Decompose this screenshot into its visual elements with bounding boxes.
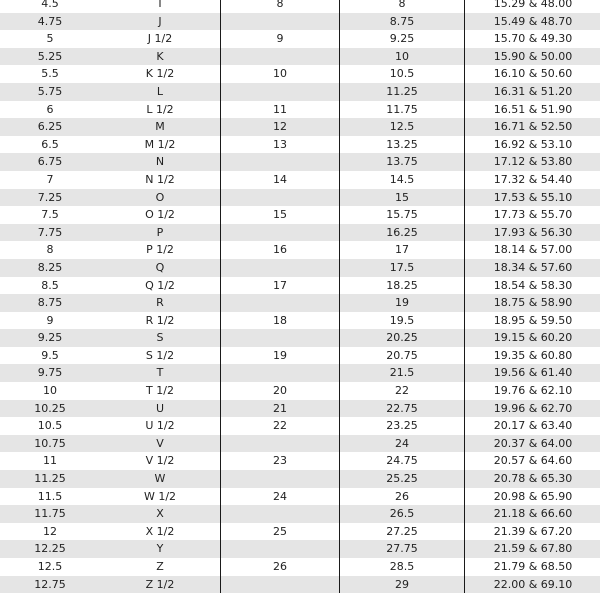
table-row xyxy=(0,13,600,31)
diameter-circumference-cell: 18.14 & 57.00 xyxy=(465,241,600,259)
table-row xyxy=(0,136,600,154)
eu-size-cell xyxy=(221,189,340,207)
table-row xyxy=(0,153,600,171)
diameter-circumference-cell: 21.59 & 67.80 xyxy=(465,540,600,558)
jp-size-cell: 8.75 xyxy=(340,13,465,31)
jp-size-cell: 26.5 xyxy=(340,505,465,523)
us-size-cell: 10.75 xyxy=(0,435,100,453)
eu-size-cell xyxy=(221,83,340,101)
us-size-cell: 6.5 xyxy=(41,137,59,151)
eu-size-cell xyxy=(221,470,340,488)
diameter-circumference-cell: 15.90 & 50.00 xyxy=(465,48,600,66)
table-row xyxy=(0,224,600,242)
table-row xyxy=(0,206,600,224)
table-row xyxy=(0,65,600,83)
uk-size-cell: T 1/2 xyxy=(146,384,174,398)
uk-size-cell: S xyxy=(100,329,221,347)
us-size-cell: 7.5 xyxy=(41,208,59,222)
uk-size-cell: V xyxy=(100,435,221,453)
jp-size-cell: 12.5 xyxy=(340,118,465,136)
diameter-circumference-cell: 15.70 & 49.30 xyxy=(465,30,600,48)
jp-size-cell: 9.25 xyxy=(340,30,465,48)
eu-size-cell xyxy=(221,576,340,594)
us-size-cell: 9.5 xyxy=(41,348,59,362)
uk-size-cell: J 1/2 xyxy=(147,32,173,46)
us-size-cell: 5.5 xyxy=(41,67,59,81)
jp-size-cell: 22 xyxy=(340,382,465,400)
eu-size-cell: 14 xyxy=(221,171,340,189)
jp-size-cell: 20.75 xyxy=(340,347,465,365)
diameter-circumference-cell: 21.18 & 66.60 xyxy=(465,505,600,523)
us-size-cell: 6.25 xyxy=(0,118,100,136)
us-size-cell: 5 xyxy=(46,32,54,46)
uk-size-cell: O xyxy=(100,189,221,207)
us-size-cell: 7 xyxy=(46,172,54,186)
jp-size-cell: 22.75 xyxy=(340,400,465,418)
us-size-cell: 7.75 xyxy=(0,224,100,242)
jp-size-cell: 14.5 xyxy=(340,171,465,189)
eu-size-cell: 19 xyxy=(221,347,340,365)
diameter-circumference-cell: 22.00 & 69.10 xyxy=(465,576,600,594)
uk-size-cell: Y xyxy=(100,540,221,558)
uk-size-cell: L xyxy=(100,83,221,101)
jp-size-cell: 17.5 xyxy=(340,259,465,277)
eu-size-cell: 24 xyxy=(221,488,340,506)
us-size-cell: 11.75 xyxy=(0,505,100,523)
uk-size-cell: I xyxy=(158,0,162,10)
us-size-cell: 6.75 xyxy=(0,153,100,171)
diameter-circumference-cell: 16.31 & 51.20 xyxy=(465,83,600,101)
table-row xyxy=(0,470,600,488)
diameter-circumference-cell: 17.12 & 53.80 xyxy=(465,153,600,171)
us-size-cell: 9.75 xyxy=(0,364,100,382)
table-row xyxy=(0,576,600,594)
eu-size-cell: 23 xyxy=(221,452,340,470)
uk-size-cell: S 1/2 xyxy=(145,348,175,362)
table-row xyxy=(0,30,600,48)
eu-size-cell xyxy=(221,153,340,171)
jp-size-cell: 11.75 xyxy=(340,101,465,119)
uk-size-cell: X xyxy=(100,505,221,523)
us-size-cell: 10 xyxy=(43,384,57,398)
uk-size-cell: L 1/2 xyxy=(146,102,174,116)
table-row xyxy=(0,435,600,453)
diameter-circumference-cell: 16.51 & 51.90 xyxy=(465,101,600,119)
uk-size-cell: J xyxy=(100,13,221,31)
jp-size-cell: 11.25 xyxy=(340,83,465,101)
diameter-circumference-cell: 18.34 & 57.60 xyxy=(465,259,600,277)
jp-size-cell: 24.75 xyxy=(340,452,465,470)
diameter-circumference-cell: 19.15 & 60.20 xyxy=(465,329,600,347)
jp-size-cell: 13.25 xyxy=(340,136,465,154)
eu-size-cell: 18 xyxy=(221,312,340,330)
us-size-cell: 12.25 xyxy=(0,540,100,558)
eu-size-cell xyxy=(221,329,340,347)
us-size-cell: 11 xyxy=(43,454,57,468)
diameter-circumference-cell: 18.75 & 58.90 xyxy=(465,294,600,312)
jp-size-cell: 10 xyxy=(340,48,465,66)
diameter-circumference-cell: 16.10 & 50.60 xyxy=(465,65,600,83)
jp-size-cell: 19.5 xyxy=(340,312,465,330)
table-row xyxy=(0,452,600,470)
table-row xyxy=(0,347,600,365)
us-size-cell: 5.75 xyxy=(0,83,100,101)
uk-size-cell: N 1/2 xyxy=(145,172,175,186)
table-row xyxy=(0,417,600,435)
eu-size-cell: 26 xyxy=(221,558,340,576)
jp-size-cell: 15 xyxy=(340,189,465,207)
table-row xyxy=(0,312,600,330)
table-row xyxy=(0,540,600,558)
diameter-circumference-cell: 21.79 & 68.50 xyxy=(465,558,600,576)
us-size-cell: 12.75 xyxy=(0,576,100,594)
table-row xyxy=(0,171,600,189)
eu-size-cell: 17 xyxy=(221,277,340,295)
table-row xyxy=(0,488,600,506)
eu-size-cell xyxy=(221,13,340,31)
eu-size-cell: 21 xyxy=(221,400,340,418)
table-row xyxy=(0,83,600,101)
jp-size-cell: 15.75 xyxy=(340,206,465,224)
diameter-circumference-cell: 20.37 & 64.00 xyxy=(465,435,600,453)
diameter-circumference-cell: 19.56 & 61.40 xyxy=(465,364,600,382)
jp-size-cell: 18.25 xyxy=(340,277,465,295)
eu-size-cell xyxy=(221,505,340,523)
diameter-circumference-cell: 20.17 & 63.40 xyxy=(465,417,600,435)
uk-size-cell: R 1/2 xyxy=(145,313,175,327)
diameter-circumference-cell: 16.92 & 53.10 xyxy=(465,136,600,154)
table-row xyxy=(0,505,600,523)
eu-size-cell xyxy=(221,259,340,277)
diameter-circumference-cell: 19.35 & 60.80 xyxy=(465,347,600,365)
uk-size-cell: O 1/2 xyxy=(145,208,175,222)
diameter-circumference-cell: 19.76 & 62.10 xyxy=(465,382,600,400)
table-row xyxy=(0,329,600,347)
diameter-circumference-cell: 21.39 & 67.20 xyxy=(465,523,600,541)
us-size-cell: 9.25 xyxy=(0,329,100,347)
table-row xyxy=(0,364,600,382)
uk-size-cell: P xyxy=(100,224,221,242)
uk-size-cell: Z xyxy=(156,560,164,573)
eu-size-cell xyxy=(221,364,340,382)
jp-size-cell: 25.25 xyxy=(340,470,465,488)
table-row xyxy=(0,189,600,207)
us-size-cell: 12 xyxy=(43,524,57,538)
jp-size-cell: 20.25 xyxy=(340,329,465,347)
eu-size-cell: 12 xyxy=(221,118,340,136)
table-row xyxy=(0,277,600,295)
jp-size-cell: 13.75 xyxy=(340,153,465,171)
jp-size-cell: 21.5 xyxy=(340,364,465,382)
jp-size-cell: 10.5 xyxy=(340,65,465,83)
us-size-cell: 8.5 xyxy=(41,278,59,292)
uk-size-cell: Z 1/2 xyxy=(100,576,221,594)
uk-size-cell: K xyxy=(100,48,221,66)
uk-size-cell: K 1/2 xyxy=(145,67,175,81)
jp-size-cell: 27.25 xyxy=(340,523,465,541)
table-row xyxy=(0,558,600,576)
eu-size-cell xyxy=(221,540,340,558)
diameter-circumference-cell: 15.29 & 48.00 xyxy=(465,0,600,13)
table-row xyxy=(0,523,600,541)
uk-size-cell: R xyxy=(100,294,221,312)
us-size-cell: 10.5 xyxy=(37,419,63,433)
diameter-circumference-cell: 17.93 & 56.30 xyxy=(465,224,600,242)
us-size-cell: 7.25 xyxy=(0,189,100,207)
jp-size-cell: 16.25 xyxy=(340,224,465,242)
uk-size-cell: X 1/2 xyxy=(145,524,175,538)
eu-size-cell: 11 xyxy=(221,101,340,119)
uk-size-cell: T xyxy=(100,364,221,382)
eu-size-cell xyxy=(221,435,340,453)
eu-size-cell: 10 xyxy=(221,65,340,83)
us-size-cell: 10.25 xyxy=(0,400,100,418)
eu-size-cell: 20 xyxy=(221,382,340,400)
eu-size-cell xyxy=(221,224,340,242)
jp-size-cell: 28.5 xyxy=(340,558,465,576)
table-row xyxy=(0,259,600,277)
table-row xyxy=(0,101,600,119)
uk-size-cell: U 1/2 xyxy=(145,419,175,433)
jp-size-cell: 29 xyxy=(340,576,465,594)
diameter-circumference-cell: 17.53 & 55.10 xyxy=(465,189,600,207)
eu-size-cell: 15 xyxy=(221,206,340,224)
eu-size-cell: 22 xyxy=(221,417,340,435)
jp-size-cell: 23.25 xyxy=(340,417,465,435)
uk-size-cell: W 1/2 xyxy=(143,489,177,503)
jp-size-cell: 24 xyxy=(340,435,465,453)
jp-size-cell: 27.75 xyxy=(340,540,465,558)
diameter-circumference-cell: 15.49 & 48.70 xyxy=(465,13,600,31)
us-size-cell: 4.75 xyxy=(0,13,100,31)
jp-size-cell: 19 xyxy=(340,294,465,312)
uk-size-cell: M xyxy=(100,118,221,136)
table-row xyxy=(0,0,600,13)
eu-size-cell xyxy=(221,48,340,66)
diameter-circumference-cell: 19.96 & 62.70 xyxy=(465,400,600,418)
jp-size-cell: 8 xyxy=(340,0,465,13)
uk-size-cell: M 1/2 xyxy=(144,137,176,151)
us-size-cell: 9 xyxy=(46,313,54,327)
diameter-circumference-cell: 18.95 & 59.50 xyxy=(465,312,600,330)
uk-size-cell: P 1/2 xyxy=(146,243,174,257)
eu-size-cell: 16 xyxy=(221,241,340,259)
table-row xyxy=(0,382,600,400)
uk-size-cell: V 1/2 xyxy=(145,454,175,468)
us-size-cell: 8.25 xyxy=(0,259,100,277)
eu-size-cell: 8 xyxy=(221,0,340,13)
eu-size-cell: 9 xyxy=(221,30,340,48)
diameter-circumference-cell: 20.57 & 64.60 xyxy=(465,452,600,470)
us-size-cell: 5.25 xyxy=(0,48,100,66)
uk-size-cell: U xyxy=(100,400,221,418)
us-size-cell: 6 xyxy=(46,102,54,116)
uk-size-cell: Q xyxy=(100,259,221,277)
us-size-cell: 11.5 xyxy=(37,489,63,503)
table-row xyxy=(0,241,600,259)
jp-size-cell: 17 xyxy=(340,241,465,259)
uk-size-cell: W xyxy=(100,470,221,488)
diameter-circumference-cell: 20.98 & 65.90 xyxy=(465,488,600,506)
table-row xyxy=(0,400,600,418)
uk-size-cell: Q 1/2 xyxy=(145,278,175,292)
table-row xyxy=(0,294,600,312)
us-size-cell: 4.5 xyxy=(41,0,59,10)
uk-size-cell: N xyxy=(100,153,221,171)
diameter-circumference-cell: 18.54 & 58.30 xyxy=(465,277,600,295)
diameter-circumference-cell: 17.73 & 55.70 xyxy=(465,206,600,224)
us-size-cell: 11.25 xyxy=(0,470,100,488)
eu-size-cell: 13 xyxy=(221,136,340,154)
table-row xyxy=(0,48,600,66)
diameter-circumference-cell: 17.32 & 54.40 xyxy=(465,171,600,189)
table-row xyxy=(0,118,600,136)
diameter-circumference-cell: 16.71 & 52.50 xyxy=(465,118,600,136)
diameter-circumference-cell: 20.78 & 65.30 xyxy=(465,470,600,488)
eu-size-cell: 25 xyxy=(221,523,340,541)
us-size-cell: 8.75 xyxy=(0,294,100,312)
us-size-cell: 12.5 xyxy=(37,560,63,573)
us-size-cell: 8 xyxy=(46,243,54,257)
eu-size-cell xyxy=(221,294,340,312)
jp-size-cell: 26 xyxy=(340,488,465,506)
